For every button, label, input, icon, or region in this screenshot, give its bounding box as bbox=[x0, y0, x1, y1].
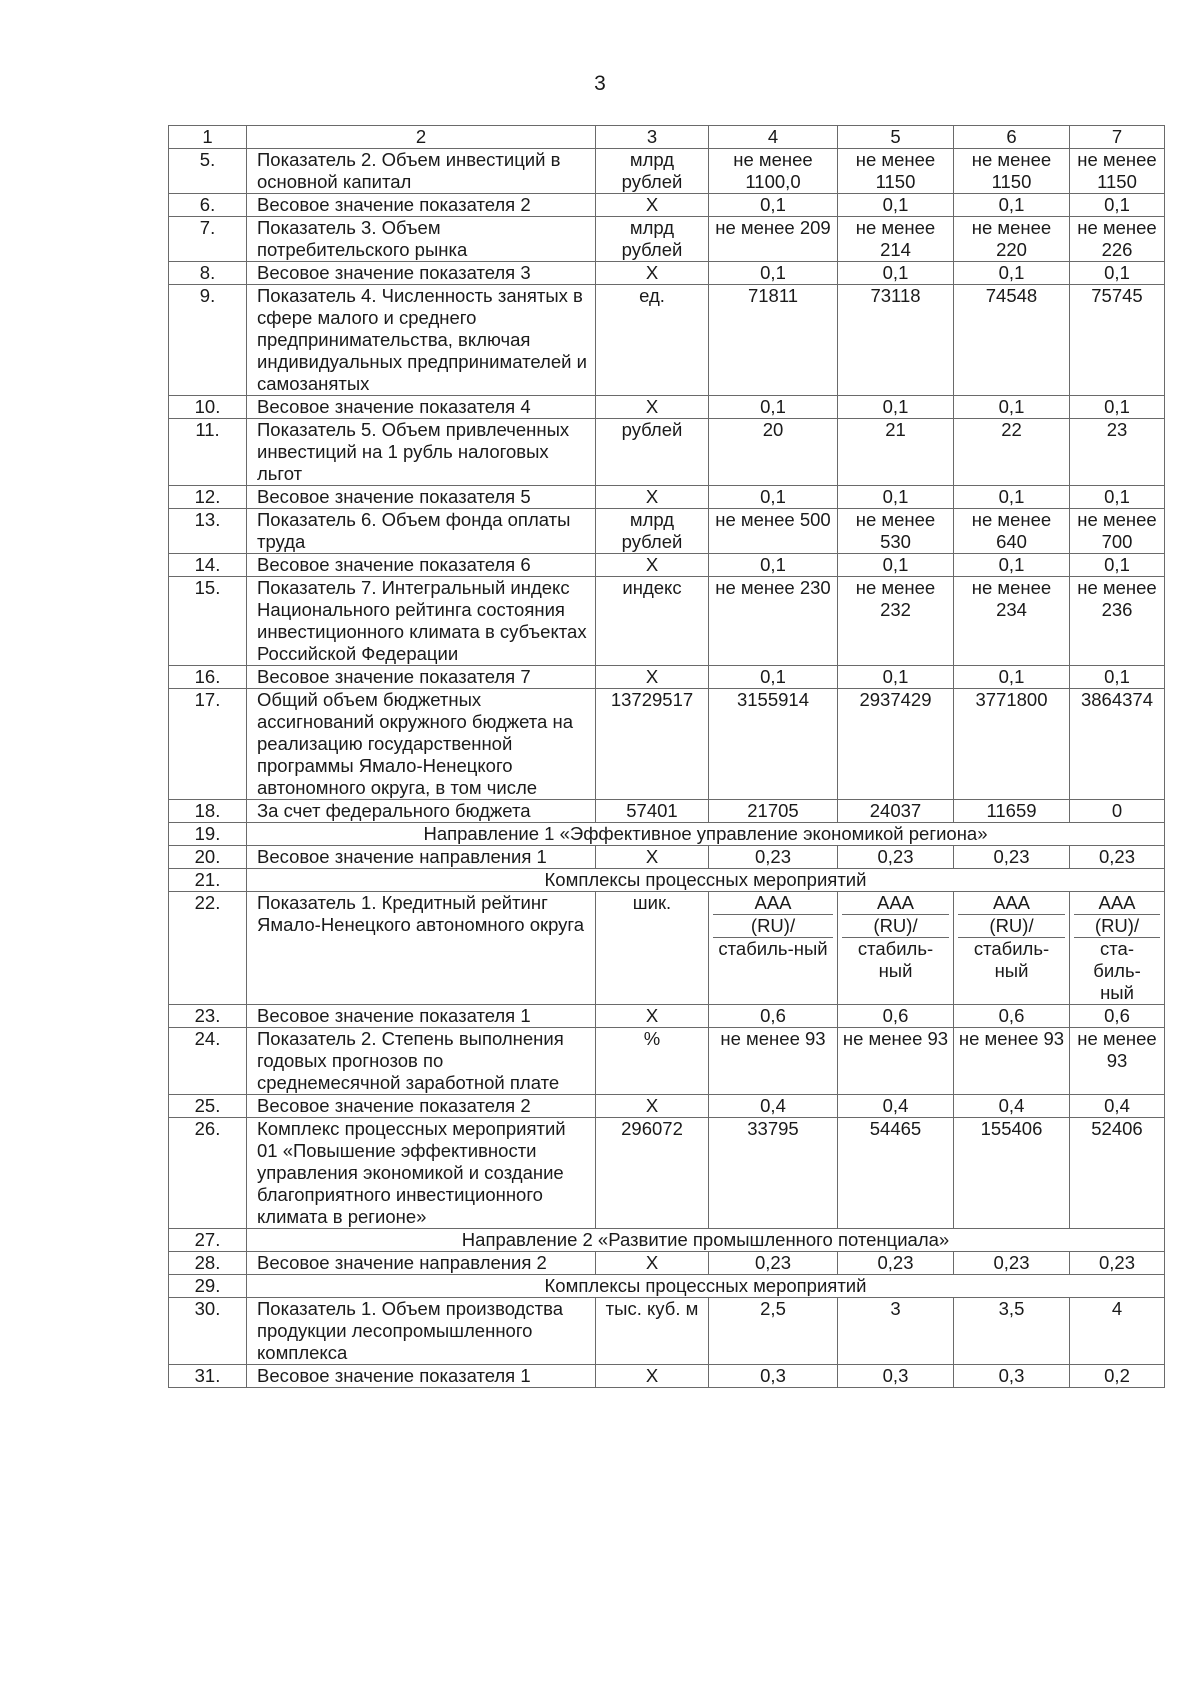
indicator-name-cell: Весовое значение показателя 3 bbox=[247, 262, 596, 285]
value-cell: не менее 1100,0 bbox=[709, 149, 838, 194]
rating-part: ста-биль-ный bbox=[1074, 937, 1160, 1004]
value-cell: 0,23 bbox=[954, 1252, 1070, 1275]
main-table bbox=[168, 125, 1165, 1388]
value-cell: 0,1 bbox=[709, 396, 838, 419]
value-cell: 2,5 bbox=[709, 1298, 838, 1365]
table-row bbox=[169, 689, 1165, 800]
table-row bbox=[169, 285, 1165, 396]
row-number-cell: 9. bbox=[169, 285, 247, 396]
value-cell: 3155914 bbox=[709, 689, 838, 800]
indicator-name-cell: За счет федерального бюджета bbox=[247, 800, 596, 823]
value-cell: 0,4 bbox=[954, 1095, 1070, 1118]
value-cell: 0,1 bbox=[838, 262, 954, 285]
indicator-name-cell: Весовое значение показателя 5 bbox=[247, 486, 596, 509]
value-cell: 3,5 bbox=[954, 1298, 1070, 1365]
header-cell: 5 bbox=[838, 126, 954, 149]
indicator-name-cell: Весовое значение показателя 2 bbox=[247, 1095, 596, 1118]
unit-cell: Х bbox=[596, 666, 709, 689]
unit-cell: млрд рублей bbox=[596, 217, 709, 262]
table-row bbox=[169, 1095, 1165, 1118]
table-row bbox=[169, 1028, 1165, 1095]
value-cell: 0,1 bbox=[709, 554, 838, 577]
table-body bbox=[169, 126, 1165, 1388]
value-cell: 52406 bbox=[1070, 1118, 1165, 1229]
rating-value-cell bbox=[954, 892, 1070, 1005]
value-cell: 0,1 bbox=[1070, 666, 1165, 689]
value-cell: 0,1 bbox=[838, 486, 954, 509]
unit-cell: 296072 bbox=[596, 1118, 709, 1229]
value-cell: 0,1 bbox=[709, 262, 838, 285]
value-cell: 0,1 bbox=[954, 666, 1070, 689]
indicator-name-cell: Показатель 2. Объем инвестиций в основной капитал bbox=[247, 149, 596, 194]
indicator-name-cell: Весовое значение показателя 1 bbox=[247, 1005, 596, 1028]
value-cell: 0,2 bbox=[1070, 1365, 1165, 1388]
value-cell: 0,23 bbox=[954, 846, 1070, 869]
value-cell: 0,3 bbox=[838, 1365, 954, 1388]
rating-part: стабиль-ный bbox=[958, 937, 1065, 1004]
value-cell: не менее 93 bbox=[1070, 1028, 1165, 1095]
value-cell: не менее 236 bbox=[1070, 577, 1165, 666]
page-number: 3 bbox=[594, 72, 606, 95]
header-cell: 7 bbox=[1070, 126, 1165, 149]
table-row bbox=[169, 1298, 1165, 1365]
header-cell: 4 bbox=[709, 126, 838, 149]
header-cell: 2 bbox=[247, 126, 596, 149]
value-cell: 0,6 bbox=[1070, 1005, 1165, 1028]
unit-cell: Х bbox=[596, 194, 709, 217]
row-number-cell: 17. bbox=[169, 689, 247, 800]
indicator-name-cell: Показатель 7. Интегральный индекс Национального рейтинга состояния инвестиционного климата в субъектах Российской Федерации bbox=[247, 577, 596, 666]
value-cell: не менее 1150 bbox=[1070, 149, 1165, 194]
value-cell: 0,23 bbox=[1070, 1252, 1165, 1275]
indicator-name-cell: Показатель 5. Объем привлеченных инвестиций на 1 рубль налоговых льгот bbox=[247, 419, 596, 486]
indicator-name-cell: Показатель 3. Объем потребительского рынка bbox=[247, 217, 596, 262]
header-cell: 1 bbox=[169, 126, 247, 149]
value-cell: 0,1 bbox=[1070, 486, 1165, 509]
value-cell: 0,1 bbox=[954, 194, 1070, 217]
value-cell: 0,1 bbox=[838, 666, 954, 689]
value-cell: 0,23 bbox=[709, 846, 838, 869]
value-cell: 54465 bbox=[838, 1118, 954, 1229]
value-cell: 0,1 bbox=[1070, 554, 1165, 577]
rating-value-cell bbox=[709, 892, 838, 1005]
row-number-cell: 31. bbox=[169, 1365, 247, 1388]
value-cell: 0,1 bbox=[954, 486, 1070, 509]
row-number-cell: 6. bbox=[169, 194, 247, 217]
value-cell: 0,1 bbox=[709, 666, 838, 689]
unit-cell: 57401 bbox=[596, 800, 709, 823]
unit-cell: Х bbox=[596, 1095, 709, 1118]
header-cell: 3 bbox=[596, 126, 709, 149]
indicator-name-cell: Общий объем бюджетных ассигнований окружного бюджета на реализацию государственной программы Ямало-Ненецкого автономного округа, в том числе bbox=[247, 689, 596, 800]
row-number-cell: 22. bbox=[169, 892, 247, 1005]
rating-part: (RU)/ bbox=[842, 914, 949, 937]
table-row bbox=[169, 1118, 1165, 1229]
value-cell: не менее 93 bbox=[838, 1028, 954, 1095]
value-cell: 75745 bbox=[1070, 285, 1165, 396]
rating-part: ААА bbox=[992, 892, 1031, 913]
rating-part: стабиль-ный bbox=[713, 937, 833, 1004]
row-number-cell: 29. bbox=[169, 1275, 247, 1298]
value-cell: 0,1 bbox=[1070, 396, 1165, 419]
row-number-cell: 5. bbox=[169, 149, 247, 194]
value-cell: 33795 bbox=[709, 1118, 838, 1229]
row-number-cell: 26. bbox=[169, 1118, 247, 1229]
value-cell: 0,6 bbox=[709, 1005, 838, 1028]
indicator-name-cell: Весовое значение показателя 4 bbox=[247, 396, 596, 419]
value-cell: 0,1 bbox=[838, 554, 954, 577]
table-row bbox=[169, 869, 1165, 892]
row-number-cell: 24. bbox=[169, 1028, 247, 1095]
row-number-cell: 10. bbox=[169, 396, 247, 419]
value-cell: 0,4 bbox=[1070, 1095, 1165, 1118]
rating-part: ААА bbox=[1098, 892, 1136, 913]
value-cell: 0,1 bbox=[1070, 194, 1165, 217]
table-row bbox=[169, 419, 1165, 486]
value-cell: 3 bbox=[838, 1298, 954, 1365]
header-row bbox=[169, 126, 1165, 149]
unit-cell: млрд рублей bbox=[596, 149, 709, 194]
value-cell: не менее 230 bbox=[709, 577, 838, 666]
value-cell: 74548 bbox=[954, 285, 1070, 396]
value-cell: 0,1 bbox=[954, 262, 1070, 285]
value-cell: 0,1 bbox=[838, 194, 954, 217]
unit-cell: Х bbox=[596, 846, 709, 869]
value-cell: 0,4 bbox=[838, 1095, 954, 1118]
indicator-name-cell: Комплекс процессных мероприятий 01 «Повышение эффективности управления экономикой и создание благоприятного инвестиционного климата в регионе» bbox=[247, 1118, 596, 1229]
value-cell: 0,6 bbox=[838, 1005, 954, 1028]
value-cell: 0,1 bbox=[954, 396, 1070, 419]
table-row bbox=[169, 1275, 1165, 1298]
row-number-cell: 8. bbox=[169, 262, 247, 285]
rating-part: (RU)/ bbox=[1074, 914, 1160, 937]
value-cell: 0,1 bbox=[954, 554, 1070, 577]
indicator-name-cell: Весовое значение показателя 1 bbox=[247, 1365, 596, 1388]
rating-part: (RU)/ bbox=[713, 914, 833, 937]
table-row bbox=[169, 800, 1165, 823]
row-number-cell: 28. bbox=[169, 1252, 247, 1275]
value-cell: не менее 232 bbox=[838, 577, 954, 666]
row-number-cell: 27. bbox=[169, 1229, 247, 1252]
value-cell: 0,23 bbox=[838, 1252, 954, 1275]
value-cell: 23 bbox=[1070, 419, 1165, 486]
row-number-cell: 14. bbox=[169, 554, 247, 577]
value-cell: 22 bbox=[954, 419, 1070, 486]
section-title-cell: Направление 2 «Развитие промышленного потенциала» bbox=[247, 1229, 1165, 1252]
value-cell: 21705 bbox=[709, 800, 838, 823]
rating-value-cell bbox=[838, 892, 954, 1005]
indicator-name-cell: Весовое значение направления 2 bbox=[247, 1252, 596, 1275]
table-row bbox=[169, 1252, 1165, 1275]
value-cell: 0,1 bbox=[838, 396, 954, 419]
row-number-cell: 23. bbox=[169, 1005, 247, 1028]
value-cell: 73118 bbox=[838, 285, 954, 396]
rating-part: стабиль-ный bbox=[842, 937, 949, 1004]
indicator-name-cell: Весовое значение направления 1 bbox=[247, 846, 596, 869]
table-row bbox=[169, 509, 1165, 554]
value-cell: не менее 530 bbox=[838, 509, 954, 554]
unit-cell: индекс bbox=[596, 577, 709, 666]
table-row bbox=[169, 396, 1165, 419]
value-cell: не менее 700 bbox=[1070, 509, 1165, 554]
value-cell: 0,23 bbox=[838, 846, 954, 869]
unit-cell: Х bbox=[596, 262, 709, 285]
table-row bbox=[169, 217, 1165, 262]
table-row bbox=[169, 846, 1165, 869]
table-row bbox=[169, 554, 1165, 577]
row-number-cell: 18. bbox=[169, 800, 247, 823]
unit-cell: Х bbox=[596, 396, 709, 419]
unit-cell: Х bbox=[596, 486, 709, 509]
table-row bbox=[169, 1229, 1165, 1252]
table-row bbox=[169, 486, 1165, 509]
value-cell: 2937429 bbox=[838, 689, 954, 800]
value-cell: не менее 93 bbox=[954, 1028, 1070, 1095]
value-cell: не менее 1150 bbox=[838, 149, 954, 194]
value-cell: 0,1 bbox=[1070, 262, 1165, 285]
section-title-cell: Комплексы процессных мероприятий bbox=[247, 1275, 1165, 1298]
row-number-cell: 15. bbox=[169, 577, 247, 666]
unit-cell: Х bbox=[596, 1252, 709, 1275]
value-cell: 21 bbox=[838, 419, 954, 486]
unit-cell: тыс. куб. м bbox=[596, 1298, 709, 1365]
indicator-name-cell: Показатель 1. Объем производства продукции лесопромышленного комплекса bbox=[247, 1298, 596, 1365]
value-cell: 0,23 bbox=[709, 1252, 838, 1275]
value-cell: не менее 500 bbox=[709, 509, 838, 554]
rating-part: ААА bbox=[754, 892, 792, 913]
value-cell: не менее 226 bbox=[1070, 217, 1165, 262]
value-cell: 11659 bbox=[954, 800, 1070, 823]
value-cell: не менее 214 bbox=[838, 217, 954, 262]
unit-cell: Х bbox=[596, 554, 709, 577]
value-cell: 3864374 bbox=[1070, 689, 1165, 800]
indicator-name-cell: Весовое значение показателя 6 bbox=[247, 554, 596, 577]
row-number-cell: 19. bbox=[169, 823, 247, 846]
row-number-cell: 25. bbox=[169, 1095, 247, 1118]
indicator-name-cell: Весовое значение показателя 2 bbox=[247, 194, 596, 217]
value-cell: не менее 209 bbox=[709, 217, 838, 262]
row-number-cell: 13. bbox=[169, 509, 247, 554]
table-row bbox=[169, 149, 1165, 194]
value-cell: 20 bbox=[709, 419, 838, 486]
indicator-name-cell: Показатель 4. Численность занятых в сфере малого и среднего предпринимательства, включая индивидуальных предпринимателей и самозанятых bbox=[247, 285, 596, 396]
value-cell: 0 bbox=[1070, 800, 1165, 823]
unit-cell: рублей bbox=[596, 419, 709, 486]
table-row bbox=[169, 892, 1165, 1005]
value-cell: 0,6 bbox=[954, 1005, 1070, 1028]
row-number-cell: 11. bbox=[169, 419, 247, 486]
unit-cell: млрд рублей bbox=[596, 509, 709, 554]
value-cell: не менее 1150 bbox=[954, 149, 1070, 194]
row-number-cell: 16. bbox=[169, 666, 247, 689]
table-row bbox=[169, 666, 1165, 689]
indicator-name-cell: Весовое значение показателя 7 bbox=[247, 666, 596, 689]
row-number-cell: 20. bbox=[169, 846, 247, 869]
section-title-cell: Комплексы процессных мероприятий bbox=[247, 869, 1165, 892]
value-cell: не менее 234 bbox=[954, 577, 1070, 666]
rating-value-cell bbox=[1070, 892, 1165, 1005]
table-row bbox=[169, 1005, 1165, 1028]
indicator-name-cell: Показатель 6. Объем фонда оплаты труда bbox=[247, 509, 596, 554]
value-cell: 24037 bbox=[838, 800, 954, 823]
table-row bbox=[169, 577, 1165, 666]
table-row bbox=[169, 194, 1165, 217]
indicator-name-cell: Показатель 2. Степень выполнения годовых прогнозов по среднемесячной заработной плате bbox=[247, 1028, 596, 1095]
value-cell: не менее 220 bbox=[954, 217, 1070, 262]
value-cell: 0,23 bbox=[1070, 846, 1165, 869]
header-cell: 6 bbox=[954, 126, 1070, 149]
table-row bbox=[169, 262, 1165, 285]
unit-cell: ед. bbox=[596, 285, 709, 396]
value-cell: 0,3 bbox=[709, 1365, 838, 1388]
unit-cell: шик. bbox=[596, 892, 709, 1005]
value-cell: 155406 bbox=[954, 1118, 1070, 1229]
unit-cell: 13729517 bbox=[596, 689, 709, 800]
section-title-cell: Направление 1 «Эффективное управление экономикой региона» bbox=[247, 823, 1165, 846]
table-row bbox=[169, 1365, 1165, 1388]
unit-cell: Х bbox=[596, 1365, 709, 1388]
row-number-cell: 30. bbox=[169, 1298, 247, 1365]
unit-cell: Х bbox=[596, 1005, 709, 1028]
value-cell: 0,1 bbox=[709, 486, 838, 509]
value-cell: не менее 93 bbox=[709, 1028, 838, 1095]
value-cell: 3771800 bbox=[954, 689, 1070, 800]
row-number-cell: 21. bbox=[169, 869, 247, 892]
unit-cell: % bbox=[596, 1028, 709, 1095]
value-cell: 0,3 bbox=[954, 1365, 1070, 1388]
value-cell: 71811 bbox=[709, 285, 838, 396]
value-cell: 0,4 bbox=[709, 1095, 838, 1118]
value-cell: 0,1 bbox=[709, 194, 838, 217]
rating-part: (RU)/ bbox=[958, 914, 1065, 937]
value-cell: 4 bbox=[1070, 1298, 1165, 1365]
table-row bbox=[169, 823, 1165, 846]
rating-part: ААА bbox=[876, 892, 915, 913]
row-number-cell: 7. bbox=[169, 217, 247, 262]
indicator-name-cell: Показатель 1. Кредитный рейтинг Ямало-Ненецкого автономного округа bbox=[247, 892, 596, 1005]
row-number-cell: 12. bbox=[169, 486, 247, 509]
value-cell: не менее 640 bbox=[954, 509, 1070, 554]
